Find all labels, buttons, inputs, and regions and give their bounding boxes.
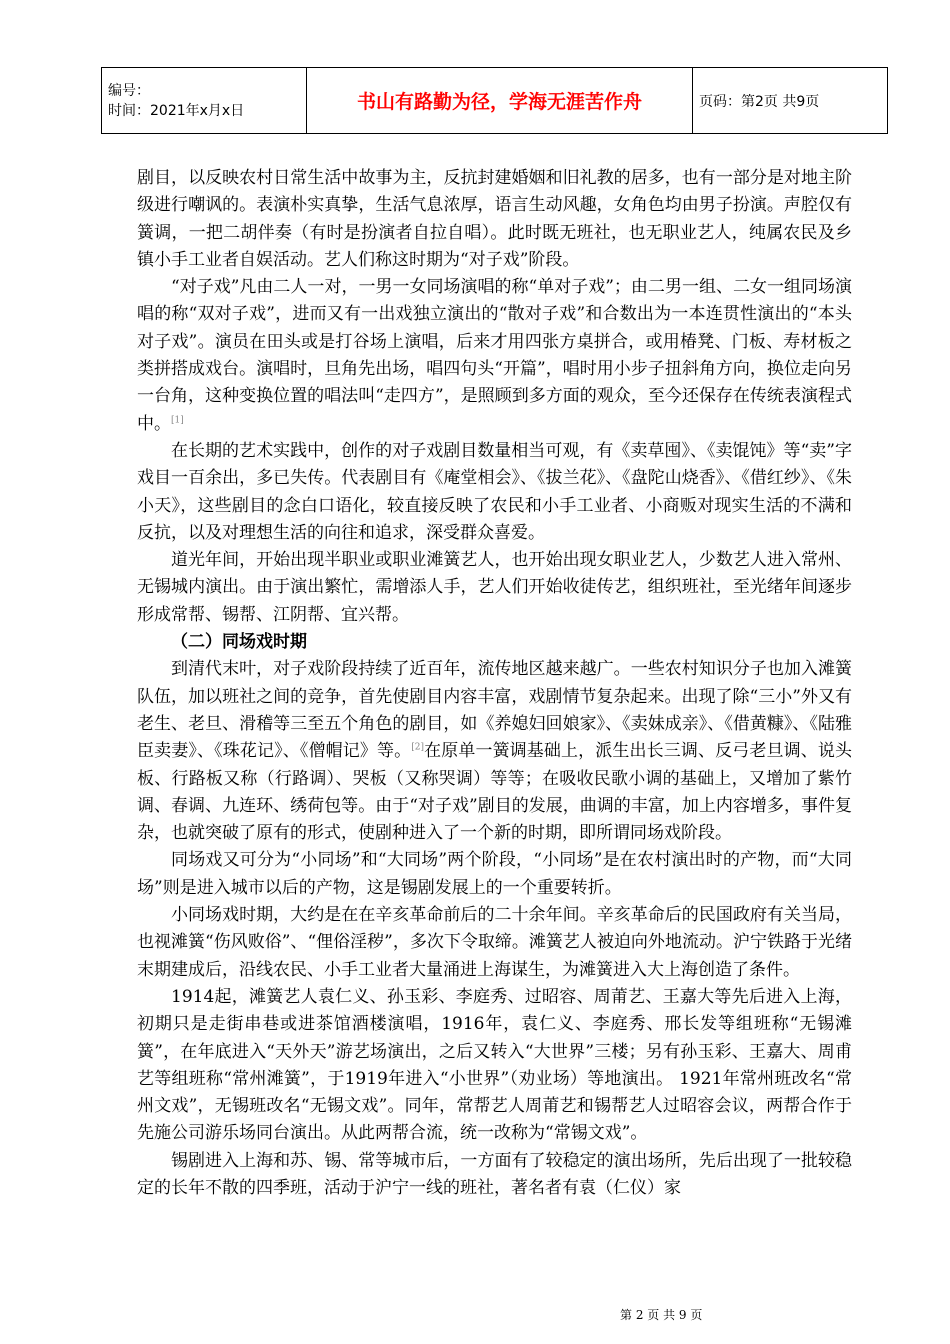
page-header	[101, 67, 888, 134]
paragraph: 到清代末叶，对子戏阶段持续了近百年，流传地区越来越广。一些农村知识分子也加入滩簧队伍，加以班社之间的竞争，首先使剧目内容丰富，戏剧情节复杂起来。出现了除“三小”外又有老生、老旦、滑稽等三至五个角色的剧目，如《养媳妇回娘家》、《卖妹成亲》、《借黄糠》、《陆雅臣卖妻》、《珠花记》、《僧帽记》等。[2]在原单一簧调基础上，派生出长三调、反弓老旦调、说头板、行路板又称（行路调）、哭板（又称哭调）等等；在吸收民歌小调的基础上，又增加了紫竹调、春调、九连环、绣荷包等。由于“对子戏”剧目的发展，曲调的丰富，加上内容增多，事件复杂，也就突破了原有的形式，使剧种进入了一个新的时期，即所谓同场戏阶段。	[137, 659, 853, 844]
page-footer: 第 2 页 共 9 页	[620, 1308, 703, 1322]
header-meta	[102, 68, 307, 134]
paragraph: “对子戏”凡由二人一对，一男一女同场演唱的称“单对子戏”；由二男一组、二女一组同场演唱的称“双对子戏”，进而又有一出戏独立演出的“散对子戏”和合数出为一本连贯性演出的“本头对子戏”。演员在田头或是打谷场上演唱，后来才用四张方桌拼合，或用椿凳、门板、寿材板之类拼搭成戏台。演唱时，旦角先出场，唱四句头“开篇”，唱时用小步子扭斜角方向，换位走向另一台角，这种变换位置的唱法叫“走四方”，是照顾到多方面的观众，至今还保存在传统表演程式中。[1]	[137, 277, 852, 434]
number-label: 编号：	[108, 82, 150, 99]
footnote-ref[interactable]: [1]	[171, 415, 184, 426]
document-body	[137, 165, 852, 1202]
paragraph: 1914起，滩簧艺人袁仁义、孙玉彩、李庭秀、过昭容、周莆艺、王嘉大等先后进入上海，初期只是走街串巷或进茶馆酒楼演唱，1916年，袁仁义、李庭秀、邢长发等组班称“无锡滩簧”，在年底进入“天外天”游艺场演出，之后又转入“大世界”三楼；另有孙玉彩、王嘉大、周甫艺等组班称“常州滩簧”，于1919年进入“小世界”（劝业场）等地演出。 1921年常州班改名“常州文戏”，无锡班改名“无锡文戏”。同年，常帮艺人周莆艺和锡帮艺人过昭容会议，两帮合作于先施公司游乐场同台演出。从此两帮合流，统一改称为“常锡文戏”。	[137, 986, 852, 1144]
paragraph: 道光年间，开始出现半职业或职业滩簧艺人，也开始出现女职业艺人，少数艺人进入常州、无锡城内演出。由于演出繁忙，需增添人手，艺人们开始收徒传艺，组织班社，至光绪年间逐步形成常帮、锡帮、江阴帮、宜兴帮。	[137, 550, 852, 625]
paragraph: 剧目，以反映农村日常生活中故事为主，反抗封建婚姻和旧礼教的居多，也有一部分是对地主阶级进行嘲讽的。表演朴实真挚，生活气息浓厚，语言生动风趣，女角色均由男子扮演。声腔仅有簧调，一把二胡伴奏（有时是扮演者自拉自唱）。此时既无班社，也无职业艺人，纯属农民及乡镇小手工业者自娱活动。艺人们称这时期为“对子戏”阶段。	[137, 168, 852, 270]
header-page-number: 页码：第2页 共9页	[693, 68, 888, 134]
paragraph: 小同场戏时期，大约是在在辛亥革命前后的二十余年间。辛亥革命后的民国政府有关当局，也视滩簧“伤风败俗”、“俚俗淫秽”，多次下令取缔。滩簧艺人被迫向外地流动。沪宁铁路于光绪末期建成后，沿线农民、小手工业者大量涌进上海谋生，为滩簧进入大上海创造了条件。	[137, 905, 852, 980]
paragraph: 同场戏又可分为“小同场”和“大同场”两个阶段，“小同场”是在农村演出时的产物，而“大同场”则是进入城市以后的产物，这是锡剧发展上的一个重要转折。	[137, 850, 852, 898]
footnote-ref[interactable]: [2]	[411, 742, 424, 753]
paragraph: 在长期的艺术实践中，创作的对子戏剧目数量相当可观，有《卖草囤》、《卖馄饨》等“卖”字戏目一百余出，多已失传。代表剧目有《庵堂相会》、《拔兰花》、《盘陀山烧香》、《借红纱》、《朱小天》，这些剧目的念白口语化，较直接反映了农民和小手工业者、小商贩对现实生活的不满和反抗，以及对理想生活的向往和追求，深受群众喜爱。	[137, 440, 852, 543]
section-heading: （二）同场戏时期	[171, 632, 307, 653]
date-label: 时间：2021年x月x日	[108, 102, 245, 119]
paragraph: 锡剧进入上海和苏、锡、常等城市后，一方面有了较稳定的演出场所，先后出现了一批较稳定的长年不散的四季班，活动于沪宁一线的班社，著名者有袁（仁仪）家	[137, 1150, 852, 1198]
header-motto: 书山有路勤为径，学海无涯苦作舟	[307, 68, 693, 134]
